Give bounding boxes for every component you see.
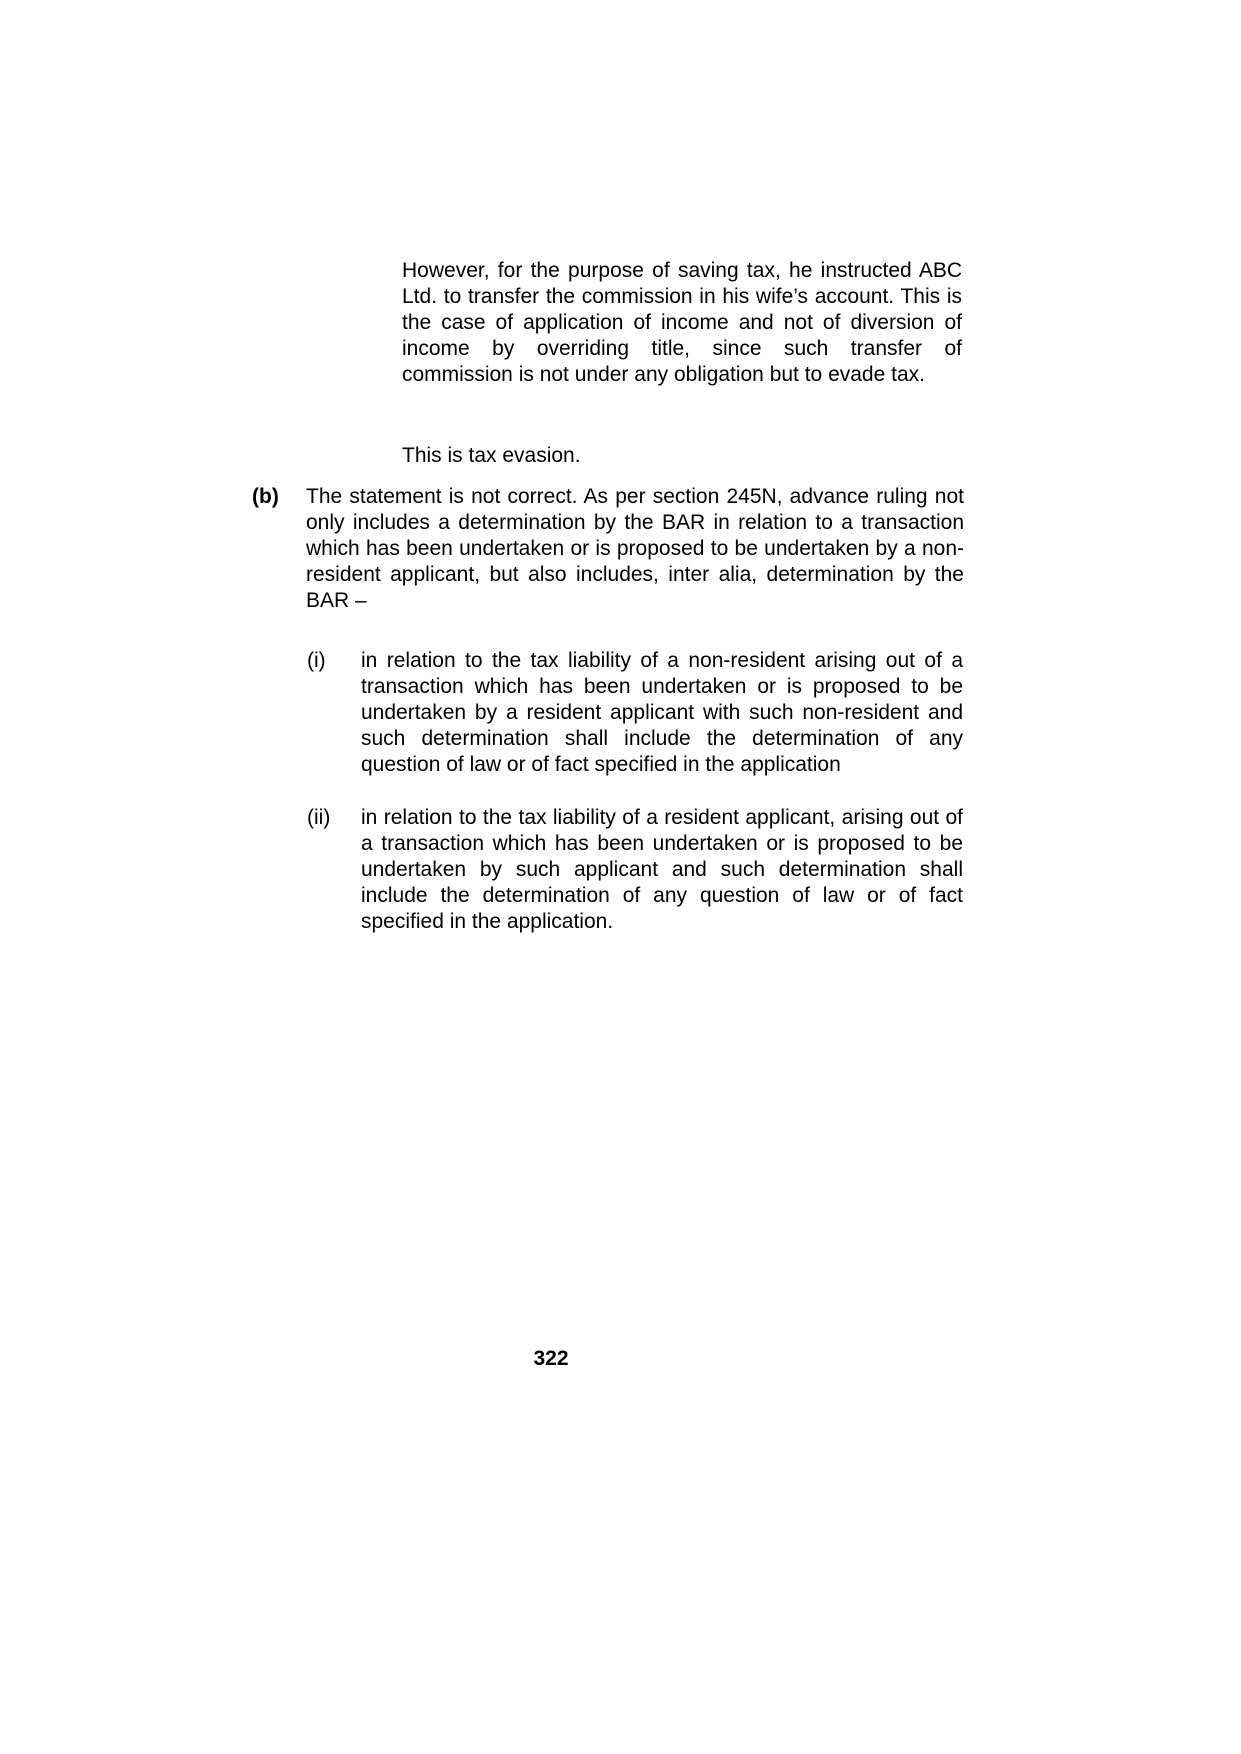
sub-item-i bbox=[307, 648, 963, 778]
answer-item-b bbox=[252, 484, 964, 614]
sub-item-ii-text: in relation to the tax liability of a resident applicant, arising out of a transaction which has been undertaken or is proposed to be undertaken by such applicant and such determination shall include the determination of any question of law or of fact specified in the application. bbox=[361, 806, 963, 933]
item-b-text: The statement is not correct. As per section 245N, advance ruling not only includes a determination by the BAR in relation to a transaction which has been undertaken or is proposed to be undertaken by a non-resident applicant, but also includes, inter alia, determination by the BAR – bbox=[306, 485, 964, 612]
sub-item-ii bbox=[307, 805, 963, 935]
paragraph-tax-evasion: This is tax evasion. bbox=[402, 444, 581, 467]
sub-item-ii-label: (ii) bbox=[307, 806, 331, 829]
sub-item-i-label: (i) bbox=[307, 649, 326, 672]
paragraph-tax-saving: However, for the purpose of saving tax, he instructed ABC Ltd. to transfer the commission in his wife’s account. This is the case of application of income and not of diversion of income by overriding title, since such transfer of commission is not under any obligation but to evade tax. bbox=[402, 259, 962, 386]
sub-item-i-text: in relation to the tax liability of a non-resident arising out of a transaction which has been undertaken or is proposed to be undertaken by a resident applicant with such non-resident and such determination shall include the determination of any question of law or of fact specified in the application bbox=[361, 649, 963, 776]
item-b-label: (b) bbox=[252, 485, 279, 508]
page-number: 322 bbox=[533, 1347, 569, 1370]
